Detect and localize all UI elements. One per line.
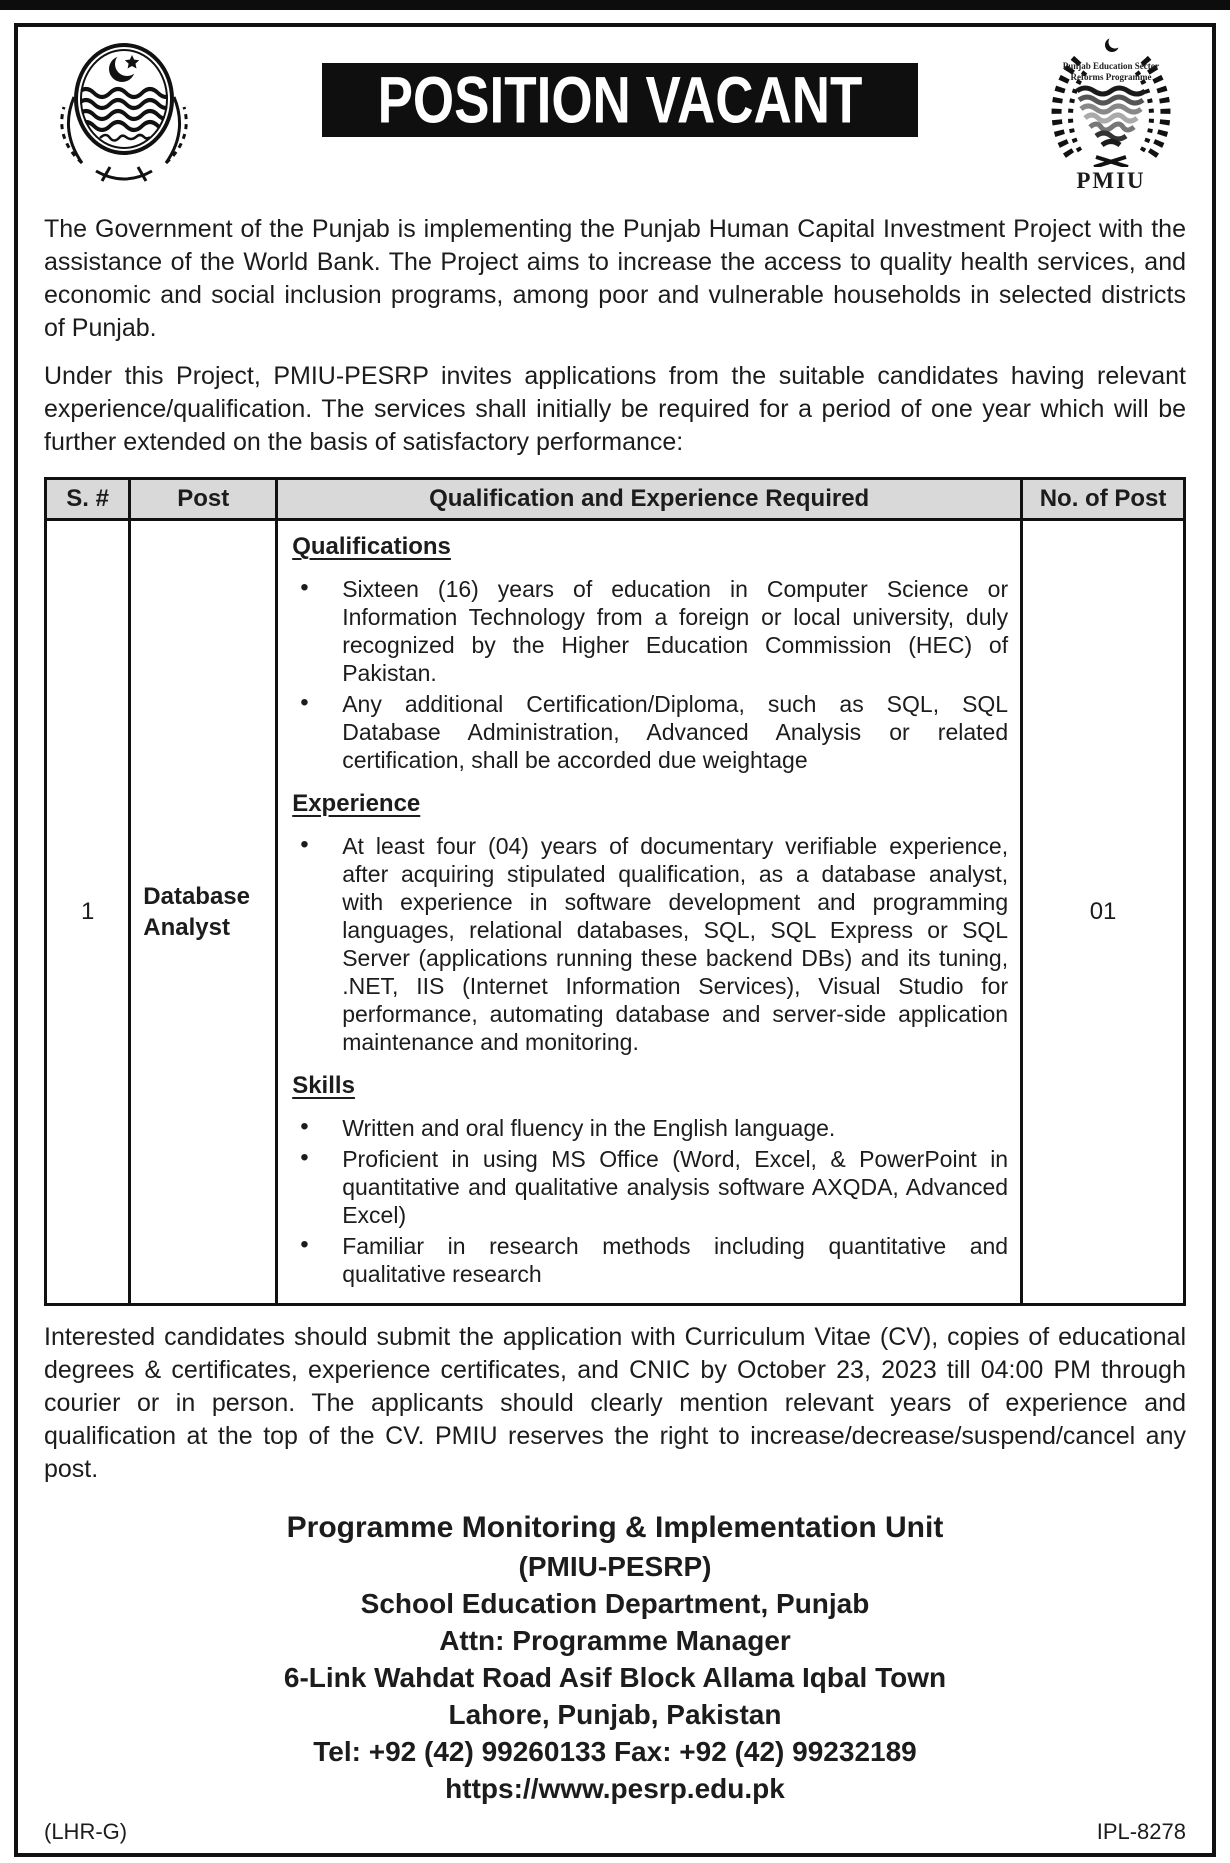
pmiu-logo <box>1036 35 1186 194</box>
contact-tel-fax: Tel: +92 (42) 99260133 Fax: +92 (42) 99232189 <box>313 1736 917 1767</box>
bullet-item: • At least four (04) years of documentary verifiable experience, after acquiring stipulated qualification, as a database analyst, with experience in software development and programming languages, relational databases, SQL, SQL Express or SQL Server (applications running these backend DBs) and its tuning, .NET, IIS (Internet Information Services), Visual Studio for performance, automating database and server-side application maintenance and monitoring. <box>292 832 1008 1056</box>
table-header-row <box>46 479 1185 520</box>
skills-list <box>292 1114 1008 1288</box>
punjab-crest-icon <box>44 35 204 193</box>
serial-cell: 1 <box>46 520 130 1305</box>
pmiu-caption-line2: Reforms Programme <box>1070 72 1152 82</box>
contact-address-city: Lahore, Punjab, Pakistan <box>448 1699 782 1730</box>
bullet-item: • Any additional Certification/Diploma, such as SQL, SQL Database Administration, Advanced Analysis or related certification, shall be accorded due weightage <box>292 690 1008 774</box>
vacancy-table <box>44 477 1186 1306</box>
contact-unit-name: Programme Monitoring & Implementation Unit <box>286 1511 944 1544</box>
bottom-annotations <box>44 1807 1186 1845</box>
table-row <box>46 520 1185 1305</box>
col-header-serial: S. # <box>46 479 130 520</box>
position-vacant-banner <box>322 63 918 137</box>
contact-unit-abbr: (PMIU-PESRP) <box>518 1551 712 1582</box>
contact-department: School Education Department, Punjab <box>360 1588 870 1619</box>
intro-paragraph-1: The Government of the Punjab is implementing the Punjab Human Capital Investment Project with the assistance of the World Bank. The Project aims to increase the access to quality health services, and economic and social inclusion programs, among poor and vulnerable households in selected districts of Punjab. <box>44 215 1186 342</box>
top-border-bar <box>0 0 1230 10</box>
ad-border-box <box>14 23 1216 1857</box>
masthead <box>44 35 1186 198</box>
contact-block <box>44 1508 1186 1807</box>
qualifications-section <box>292 533 1008 774</box>
qualifications-list <box>292 575 1008 774</box>
col-header-post: Post <box>130 479 277 520</box>
contact-attention: Attn: Programme Manager <box>439 1625 791 1656</box>
experience-section <box>292 790 1008 1056</box>
pmiu-wreath-icon <box>1036 35 1186 167</box>
region-code: (LHR-G) <box>44 1819 128 1844</box>
no-of-post-cell: 01 <box>1022 520 1185 1305</box>
skills-heading: Skills <box>292 1072 355 1099</box>
qualification-cell <box>277 520 1022 1305</box>
contact-website-url: https://www.pesrp.edu.pk <box>445 1773 785 1804</box>
skills-section <box>292 1072 1008 1288</box>
contact-address-street: 6-Link Wahdat Road Asif Block Allama Iqbal Town <box>283 1662 947 1693</box>
experience-list <box>292 832 1008 1056</box>
bullet-item: • Written and oral fluency in the English language. <box>292 1114 1008 1142</box>
banner-title: POSITION VACANT <box>377 63 863 137</box>
bullet-item: • Proficient in using MS Office (Word, Excel, & PowerPoint in quantitative and qualitative analysis software AXQDA, Advanced Excel) <box>292 1145 1008 1229</box>
pmiu-label: PMIU <box>1076 168 1146 193</box>
post-cell: Database Analyst <box>130 520 277 1305</box>
closing-paragraph: Interested candidates should submit the application with Curriculum Vitae (CV), copies of educational degrees & certificates, experience certificates, and CNIC by October 23, 2023 till 04:00 PM through courier or in person. The applicants should clearly mention relevant years of experience and qualification at the top of the CV. PMIU reserves the right to increase/decrease/suspend/cancel any post. <box>44 1323 1186 1483</box>
col-header-no-of-post: No. of Post <box>1022 479 1185 520</box>
col-header-qualification: Qualification and Experience Required <box>277 479 1022 520</box>
intro-paragraph-2: Under this Project, PMIU-PESRP invites applications from the suitable candidates having relevant experience/qualification. The services shall initially be required for a period of one year which will be further extended on the basis of satisfactory performance: <box>44 362 1186 456</box>
bullet-item: • Familiar in research methods including quantitative and qualitative research <box>292 1232 1008 1288</box>
experience-heading: Experience <box>292 790 421 817</box>
punjab-government-crest-logo <box>44 35 204 198</box>
ipl-reference-code: IPL-8278 <box>1096 1819 1186 1844</box>
bullet-item: • Sixteen (16) years of education in Computer Science or Information Technology from a foreign or local university, duly recognized by the Higher Education Commission (HEC) of Pakistan. <box>292 575 1008 687</box>
qualifications-heading: Qualifications <box>292 533 451 560</box>
pmiu-caption-line1: Punjab Education Sector <box>1062 61 1160 71</box>
